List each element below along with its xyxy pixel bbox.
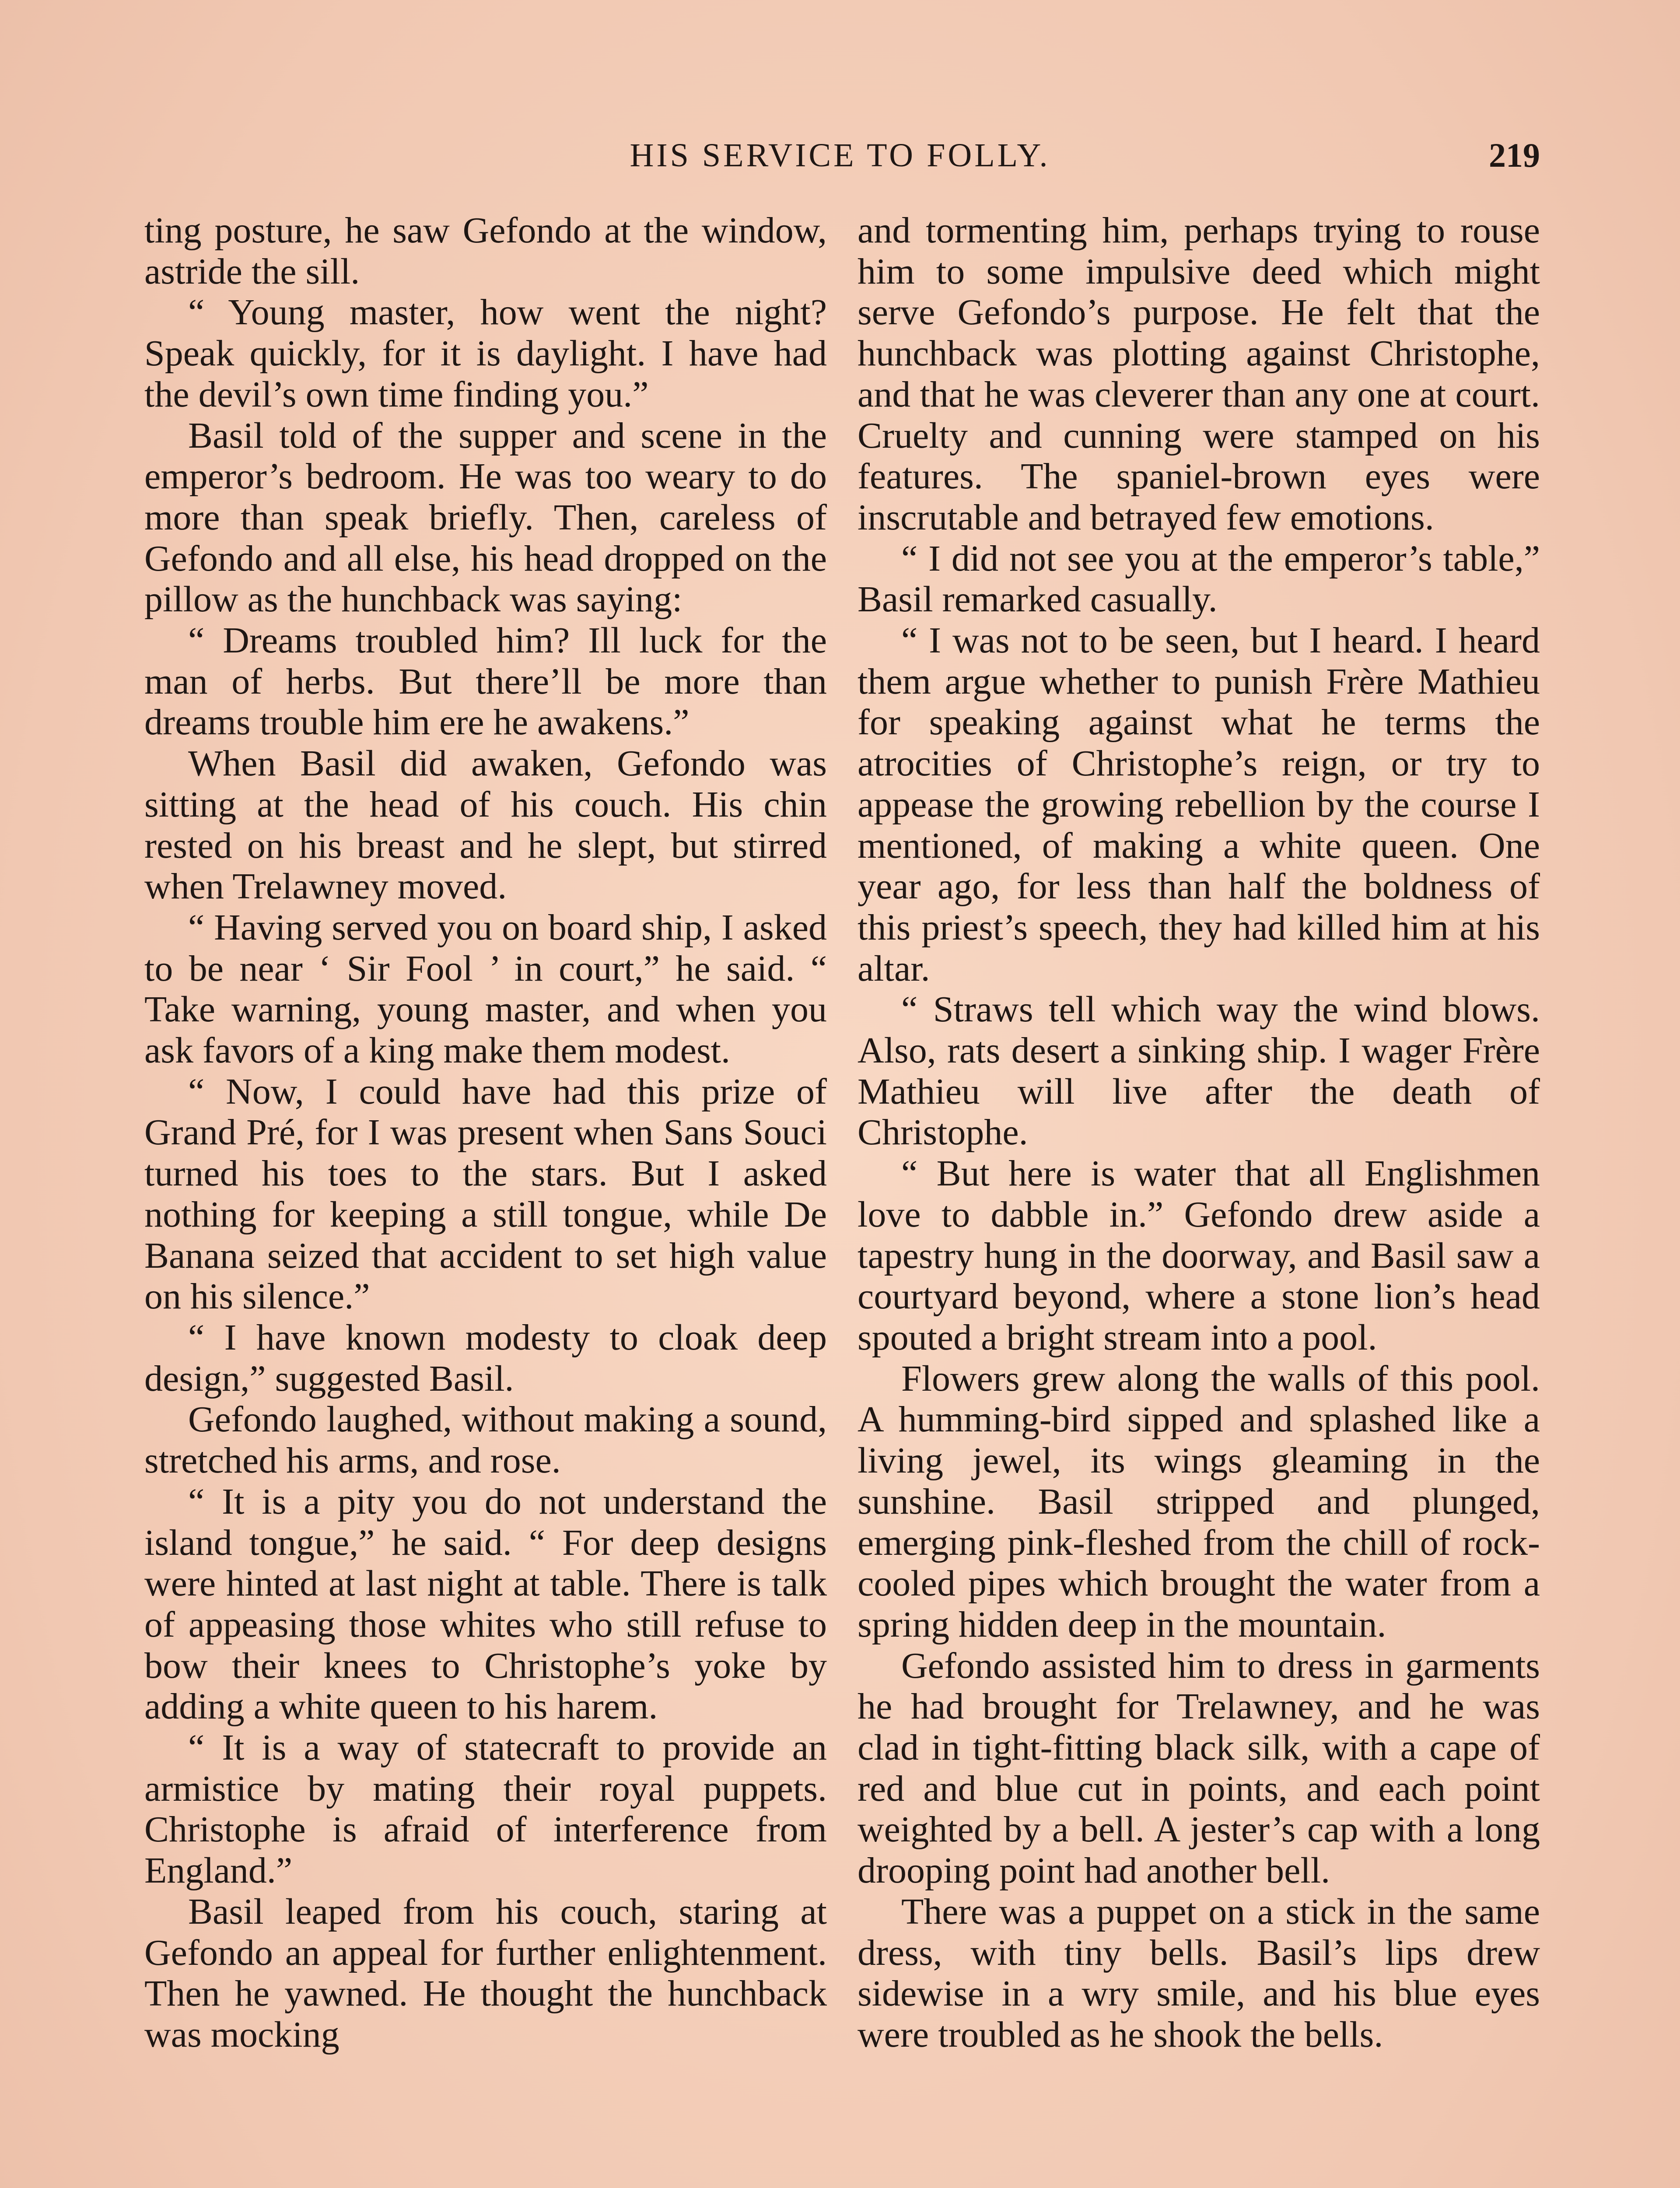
paragraph: There was a puppet on a stick in the same dress, with tiny bells. Basil’s lips drew sidewise in a wry smile, and his blue eyes were troubled as he shook the bells.	[858, 1891, 1540, 2055]
paragraph: “ Dreams troubled him? Ill luck for the man of herbs. But there’ll be more than dreams trouble him ere he awakens.”	[144, 620, 827, 743]
paragraph: Gefondo laughed, without making a sound, stretched his arms, and rose.	[144, 1399, 827, 1481]
paragraph: “ Now, I could have had this prize of Grand Pré, for I was present when Sans Souci turned his toes to the stars. But I asked nothing for keeping a still tongue, while De Banana seized that accident to set high value on his silence.”	[144, 1071, 827, 1317]
paragraph: “ Having served you on board ship, I asked to be near ‘ Sir Fool ’ in court,” he said. “ Take warning, young master, and when you ask favors of a king make them modest.	[144, 907, 827, 1071]
left-column	[144, 210, 827, 2055]
paragraph: “ Straws tell which way the wind blows. Also, rats desert a sinking ship. I wager Frère Mathieu will live after the death of Christophe.	[858, 989, 1540, 1153]
paragraph: “ It is a pity you do not understand the island tongue,” he said. “ For deep designs were hinted at last night at table. There is talk of appeasing those whites who still refuse to bow their knees to Christophe’s yoke by adding a white queen to his harem.	[144, 1481, 827, 1727]
paragraph: ting posture, he saw Gefondo at the window, astride the sill.	[144, 210, 827, 292]
paragraph: Basil leaped from his couch, staring at Gefondo an appeal for further enlightenment. Then he yawned. He thought the hunchback was mocking	[144, 1891, 827, 2055]
paragraph: and tormenting him, perhaps trying to rouse him to some impulsive deed which might serve Gefondo’s purpose. He felt that the hunchback was plotting against Christophe, and that he was cleverer than any one at court. Cruelty and cunning were stamped on his features. The spaniel-brown eyes were inscrutable and betrayed few emotions.	[858, 210, 1540, 538]
paragraph: When Basil did awaken, Gefondo was sitting at the head of his couch. His chin rested on his breast and he slept, but stirred when Trelawney moved.	[144, 743, 827, 907]
running-head	[140, 131, 1540, 179]
paragraph: “ I have known modesty to cloak deep design,” suggested Basil.	[144, 1317, 827, 1399]
paragraph: “ I was not to be seen, but I heard. I heard them argue whether to punish Frère Mathieu for speaking against what he terms the atrocities of Christophe’s reign, or try to appease the growing rebellion by the course I mentioned, of making a white queen. One year ago, for less than half the boldness of this priest’s speech, they had killed him at his altar.	[858, 620, 1540, 989]
paragraph: Gefondo assisted him to dress in garments he had brought for Trelawney, and he was clad in tight-fitting black silk, with a cape of red and blue cut in points, and each point weighted by a bell. A jester’s cap with a long drooping point had another bell.	[858, 1645, 1540, 1891]
right-column	[858, 210, 1540, 2055]
paragraph: Flowers grew along the walls of this pool. A humming-bird sipped and splashed like a living jewel, its wings gleaming in the sunshine. Basil stripped and plunged, emerging pink-fleshed from the chill of rock-cooled pipes which brought the water from a spring hidden deep in the mountain.	[858, 1358, 1540, 1645]
page-number: 219	[1489, 136, 1540, 174]
paragraph: “ I did not see you at the emperor’s table,” Basil remarked casually.	[858, 538, 1540, 620]
paragraph: “ Young master, how went the night? Speak quickly, for it is daylight. I have had the devil’s own time finding you.”	[144, 292, 827, 415]
paragraph: Basil told of the supper and scene in the emperor’s bedroom. He was too weary to do more than speak briefly. Then, careless of Gefondo and all else, his head dropped on the pillow as the hunchback was saying:	[144, 415, 827, 620]
paragraph: “ It is a way of statecraft to provide an armistice by mating their royal puppets. Christophe is afraid of interference from England.”	[144, 1727, 827, 1891]
paragraph: “ But here is water that all Englishmen love to dabble in.” Gefondo drew aside a tapestry hung in the doorway, and Basil saw a courtyard beyond, where a stone lion’s head spouted a bright stream into a pool.	[858, 1153, 1540, 1358]
running-title: HIS SERVICE TO FOLLY.	[630, 137, 1050, 174]
